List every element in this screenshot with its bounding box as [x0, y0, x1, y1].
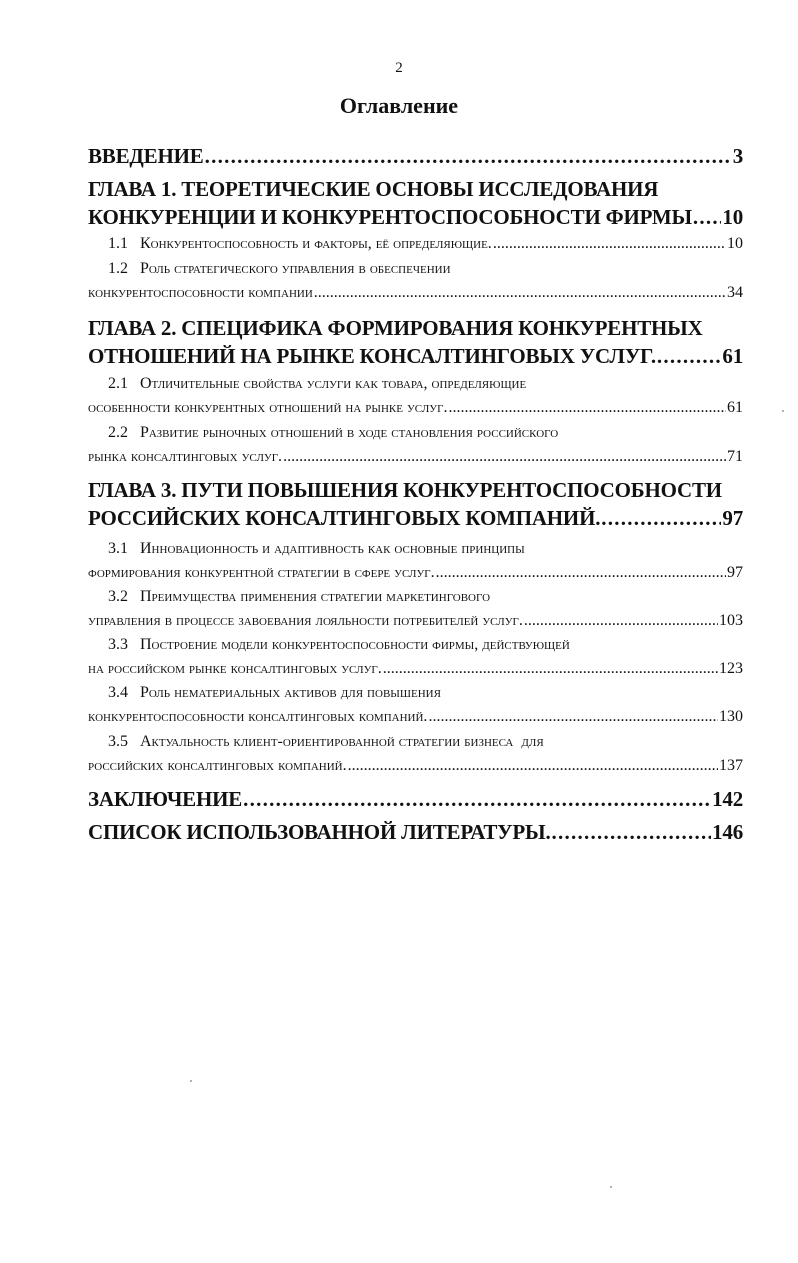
toc-section-number: 2.1 [108, 375, 128, 392]
toc-entry-title-line-1: Актуальность клиент-ориентированной стратегии бизнеса для [140, 733, 544, 750]
toc-entry-conclusion[interactable] [88, 787, 743, 815]
toc-entry-page: 142 [712, 787, 743, 811]
toc-section-number: 3.5 [108, 733, 128, 750]
toc-entry-page: 97 [722, 506, 743, 530]
toc-entry-page: 146 [712, 820, 743, 844]
toc-section-number: 2.2 [108, 424, 128, 441]
dot-leader [314, 284, 726, 302]
toc-entry-section-3-2[interactable] [88, 588, 743, 636]
toc-entry-page: 10 [727, 235, 743, 252]
toc-entry-title-line-1: Роль стратегического управления в обеспечении [140, 260, 451, 277]
toc-entry-title-line-1: ГЛАВА 2. СПЕЦИФИКА ФОРМИРОВАНИЯ КОНКУРЕНТНЫХ [88, 316, 703, 340]
dot-leader [693, 205, 722, 230]
toc-entry-section-1-2[interactable] [88, 260, 743, 308]
dot-leader [243, 787, 711, 812]
dot-leader [657, 344, 721, 369]
toc-entry-title-line-2: конкурентоспособности компании [88, 284, 313, 301]
toc-entry-title-line-2: российских консалтинговых компаний. [88, 757, 347, 774]
toc-entry-title: ВВЕДЕНИЕ [88, 144, 204, 168]
dot-leader [428, 708, 718, 726]
toc-entry-page: 61 [722, 344, 743, 368]
toc-entry-title-line-2: РОССИЙСКИХ КОНСАЛТИНГОВЫХ КОМПАНИЙ. [88, 506, 601, 530]
toc-entry-section-2-1[interactable] [88, 375, 743, 423]
toc-entry-title-line-2: КОНКУРЕНЦИИ И КОНКУРЕНТОСПОСОБНОСТИ ФИРМЫ [88, 205, 692, 229]
toc-entry-section-3-1[interactable] [88, 540, 743, 588]
toc-entry-title-line-1: Развитие рыночных отношений в ходе становления российского [140, 424, 559, 441]
toc-entry-chapter-1[interactable] [88, 177, 743, 233]
toc-section-number: 1.1 [108, 235, 128, 252]
toc-entry-title-line-2: ОТНОШЕНИЙ НА РЫНКЕ КОНСАЛТИНГОВЫХ УСЛУГ. [88, 344, 656, 368]
toc-entry-title-line-1: Отличительные свойства услуги как товара, определяющие [140, 375, 527, 392]
toc-entry-title-line-1: Инновационность и адаптивность как основные принципы [140, 540, 525, 557]
toc-entry-title-line-2: формирования конкурентной стратегии в сфере услуг. [88, 564, 435, 581]
toc-entry-title-line-1: ГЛАВА 3. ПУТИ ПОВЫШЕНИЯ КОНКУРЕНТОСПОСОБНОСТИ [88, 478, 722, 502]
toc-entry-chapter-3[interactable] [88, 478, 743, 534]
toc-entry-page: 61 [727, 399, 743, 416]
toc-entry-page: 71 [727, 448, 743, 465]
scan-speck [190, 1080, 192, 1082]
toc-entry-title-line-1: ГЛАВА 1. ТЕОРЕТИЧЕСКИЕ ОСНОВЫ ИССЛЕДОВАНИЯ [88, 177, 659, 201]
toc-entry-title-line-2: рынка консалтинговых услуг. [88, 448, 283, 465]
toc-entry-page: 137 [719, 757, 743, 774]
toc-entry-title: СПИСОК ИСПОЛЬЗОВАННОЙ ЛИТЕРАТУРЫ. [88, 820, 551, 844]
dot-leader [348, 757, 718, 775]
toc-section-number: 3.2 [108, 588, 128, 605]
dot-leader [601, 506, 721, 531]
toc-entry-section-3-5[interactable] [88, 733, 743, 781]
dot-leader [524, 612, 718, 630]
toc-entry-page: 130 [719, 708, 743, 725]
toc-entry-title-line-1: Построение модели конкурентоспособности фирмы, действующей [140, 636, 570, 653]
toc-title: Оглавление [339, 93, 459, 118]
toc-entry-title-line-1: Преимущества применения стратегии маркетингового [140, 588, 491, 605]
toc-entry-page: 34 [727, 284, 743, 301]
toc-entry-title: Конкурентоспособность и факторы, её определяющие. [140, 235, 492, 252]
toc-entry-section-1-1[interactable] [88, 235, 743, 259]
toc-entry-page: 123 [719, 660, 743, 677]
toc-entry-title-line-2: конкурентоспособности консалтинговых компаний. [88, 708, 428, 725]
dot-leader [493, 235, 726, 253]
dot-leader [448, 399, 726, 417]
dot-leader [383, 660, 718, 678]
toc-section-number: 3.3 [108, 636, 128, 653]
toc-section-number: 1.2 [108, 260, 128, 277]
toc-section-number: 3.1 [108, 540, 128, 557]
toc-entry-section-2-2[interactable] [88, 424, 743, 472]
toc-entry-chapter-2[interactable] [88, 316, 743, 372]
toc-entry-introduction[interactable] [88, 144, 743, 172]
dot-leader [436, 564, 726, 582]
toc-entry-page: 97 [727, 564, 743, 581]
toc-entry-bibliography[interactable] [88, 820, 743, 848]
toc-entry-page: 10 [722, 205, 743, 229]
page-number: 2 [395, 60, 403, 76]
toc-entry-title: ЗАКЛЮЧЕНИЕ [88, 787, 243, 811]
toc-entry-title-line-1: Роль нематериальных активов для повышения [140, 684, 441, 701]
dot-leader [205, 144, 732, 169]
scan-speck [782, 410, 784, 412]
toc-entry-page: 103 [719, 612, 743, 629]
dot-leader [552, 820, 712, 845]
scan-speck [610, 1186, 612, 1188]
dot-leader [283, 448, 726, 466]
toc-entry-page: 3 [732, 144, 743, 168]
toc-section-number: 3.4 [108, 684, 128, 701]
toc-entry-title-line-2: на российском рынке консалтинговых услуг. [88, 660, 382, 677]
toc-entry-section-3-3[interactable] [88, 636, 743, 684]
toc-entry-title-line-2: управления в процессе завоевания лояльности потребителей услуг. [88, 612, 523, 629]
toc-entry-title-line-2: особенности конкурентных отношений на рынке услуг. [88, 399, 448, 416]
toc-entry-section-3-4[interactable] [88, 684, 743, 732]
